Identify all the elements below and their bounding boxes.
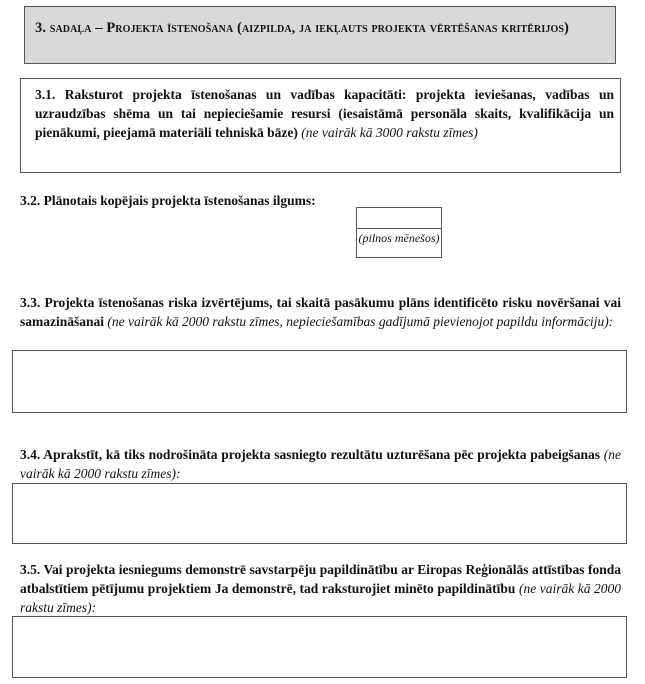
duration-table	[356, 207, 442, 258]
section-header-text: 3. sadaļa – Projekta īstenošana (aizpilda, ja iekļauts projekta vērtēšanas kritērijos)	[35, 20, 569, 36]
question-3-3-text	[20, 293, 621, 331]
answer-3-3-field[interactable]	[12, 350, 627, 413]
question-3-3-label: 3.3. Projekta īstenošanas riska izvērtējums, tai skaitā pasākumu plāns identificēto risku novēršanai vai samazināšanai	[20, 295, 621, 329]
question-3-4-text	[20, 445, 621, 483]
question-3-4-note: (ne vairāk kā 2000 rakstu zīmes):	[20, 447, 621, 481]
question-3-5-text	[20, 560, 621, 617]
question-3-4-label: 3.4. Aprakstīt, kā tiks nodrošināta projekta sasniegto rezultātu uzturēšana pēc projekta pabeigšanas	[20, 447, 600, 462]
section-header	[24, 6, 616, 64]
answer-3-4-field[interactable]	[12, 483, 627, 544]
duration-unit-label: (pilnos mēnešos)	[358, 231, 440, 245]
question-3-5-label: 3.5. Vai projekta iesniegums demonstrē savstarpēju papildinātību ar Eiropas Reģionālās attīstības fonda atbalstītiem pētījumu projektiem Ja demonstrē, tad raksturojiet minēto papildinātību	[20, 562, 621, 596]
duration-input-cell[interactable]	[357, 208, 441, 229]
question-3-2-label: 3.2. Plānotais kopējais projekta īstenošanas ilgums:	[20, 193, 316, 208]
question-3-5-note: (ne vairāk kā 2000 rakstu zīmes):	[20, 581, 622, 615]
question-3-2-text	[20, 191, 320, 210]
question-3-3-note: (ne vairāk kā 2000 rakstu zīmes, nepieciešamības gadījumā pievienojot papildu informāciju):	[107, 314, 614, 329]
answer-3-5-field[interactable]	[12, 616, 627, 678]
question-3-1-note: (ne vairāk kā 3000 rakstu zīmes)	[301, 125, 478, 140]
question-3-1-text: 3.1. Raksturot projekta īstenošanas un vadības kapacitāti: projekta ieviešanas, vadības un uzraudzības shēma un tai nepieciešamie resursi (iesaistāmā personāla skaits, kvalifikācija un pienākumi, pieejamā materiāli tehniskā bāze)	[35, 87, 614, 140]
question-3-1-box	[20, 78, 621, 173]
